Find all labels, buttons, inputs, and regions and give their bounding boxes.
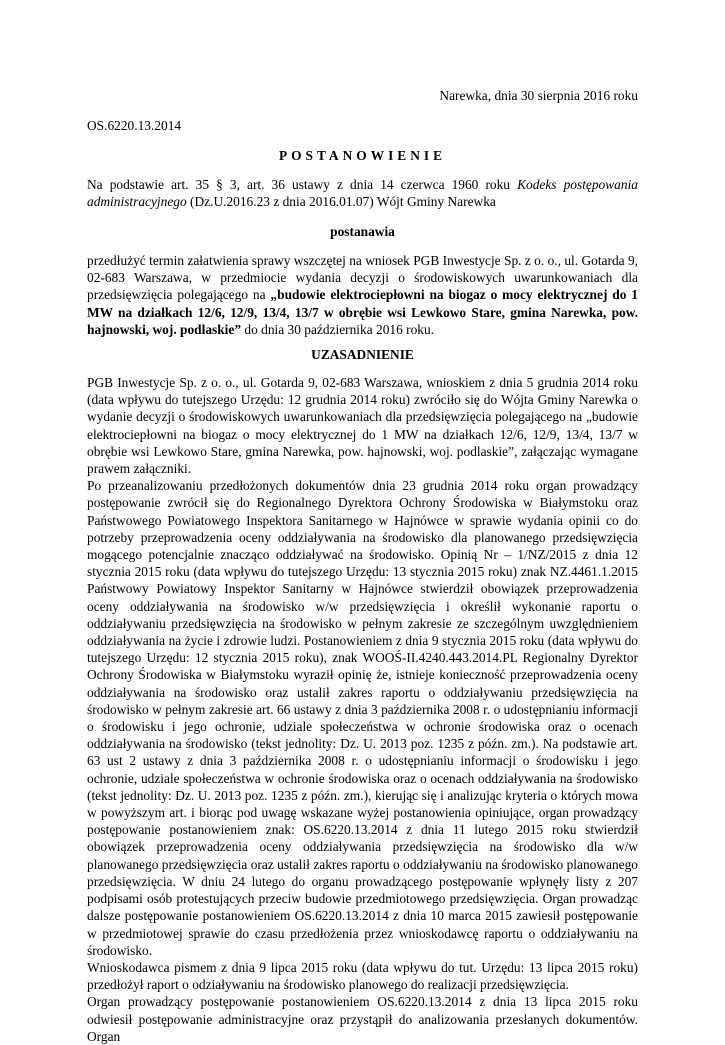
place-and-date: Narewka, dnia 30 sierpnia 2016 roku <box>439 88 638 103</box>
justification-paragraph: Wnioskodawca pismem z dnia 9 lipca 2015 roku (data wpływu do tut. Urzędu: 13 lipca 2015 roku) przedłożył raport o odziaływaniu na środowisko planowego do realizacji przedsięwzięcia. <box>87 959 638 993</box>
justification-heading: UZASADNIENIE <box>311 347 414 362</box>
decision-text-a: przedłużyć termin załatwienia sprawy wszczętej na wniosek PGB Inwestycje Sp. z o. o., ul. Gotarda 9, 02-683 Warszawa, w przedmiocie wydania decyzji o środowiskowych uwarunkowaniach dla przedsięwzięcia polegającego na <box>87 253 638 303</box>
decision-text-b: do dnia 30 października 2016 roku. <box>241 321 435 337</box>
justification-body <box>87 374 638 1045</box>
intro-code-title: Kodeks postępowania administracyjnego <box>87 177 638 210</box>
decision-paragraph <box>87 252 638 338</box>
justification-paragraph: Po przeanalizowaniu przedłożonych dokumentów dnia 23 grudnia 2014 roku organ prowadzący postępowanie zwrócił się do Regionalnego Dyrektora Ochrony Środowiska w Białymstoku oraz Państwowego Powiatowego Inspektora Sanitarnego w Hajnówce w sprawie wydania opinii co do potrzeby przeprowadzenia oceny oddziaływania na środowisko dla planowanego przedsięwzięcia mogącego potencjalnie znacząco oddziaływać na środowisko. Opinią Nr – 1/NZ/2015 z dnia 12 stycznia 2015 roku (data wpływu do tutejszego Urzędu: 13 stycznia 2015 roku) znak NZ.4461.1.2015 Państwowy Powiatowy Inspektor Sanitarny w Hajnówce stwierdził obowiązek przeprowadzenia oceny oddziaływania na środowisko w/w przedsięwzięcia i określił wykonanie raportu o oddziaływaniu przedsięwzięcia na środowisko w pełnym zakresie ze szczególnym uwzględnieniem oddziaływania na życie i zdrowie ludzi. Postanowieniem z dnia 9 stycznia 2015 roku (data wpływu do tutejszego Urzędu: 12 stycznia 2015 roku), znak WOOŚ-II.4240.443.2014.PL Regionalny Dyrektor Ochrony Środowiska w Białymstoku wyraził opinię że, istnieje konieczność przeprowadzenia oceny oddziaływania na środowisko oraz ustalił zakres raportu o oddziaływaniu przedsięwzięcia na środowisko w pełnym zakresie art. 66 ustawy z dnia 3 października 2008 r. o udostępnianiu informacji o środowisku i jego ochronie, udziale społeczeństwa w ochronie środowiska oraz o ocenach oddziaływania na środowisko (tekst jednolity: Dz. U. 2013 poz. 1235 z późn. zm.). Na podstawie art. 63 ust 2 ustawy z dnia 3 października 2008 r. o udostępnianiu informacji o środowisku i jego ochronie, udziale społeczeństwa w ochronie środowiska oraz o ocenach oddziaływania na środowisko (tekst jednolity: Dz. U. 2013 poz. 1235 z późn. zm.), kierując się i analizując kryteria o których mowa w powyższym art. i biorąc pod uwagę wskazane wyżej postanowienia opiniujące, organ prowadzący postępowanie postanowieniem znak: OS.6220.13.2014 z dnia 11 lutego 2015 roku stwierdził obowiązek przeprowadzenia oceny oddziaływania przedsięwzięcia na środowisko dla w/w planowanego przedsięwzięcia oraz ustalił zakres raportu o oddziaływaniu na środowisko planowanego przedsięwzięcia. W dniu 24 lutego do organu prowadzącego postępowanie wpłynęły listy z 207 podpisami osób protestujących przeciw budowie przedmiotowego przedsięwzięcia. Organ prowadząc dalsze postępowanie postanowieniem OS.6220.13.2014 z dnia 10 marca 2015 zawiesił postępowanie w przedmiotowej sprawie do czasu przedłożenia przez wnioskodawcę raportu o oddziaływaniu na środowisko. <box>87 478 638 958</box>
decision-project-name: „budowie elektrociepłowni na biogaz o mocy elektrycznej do 1 MW na działkach 12/6, 12/9, 13/4, 13/7 w obrębie wsi Lewkowo Stare, gmina Narewka, pow. hajnowski, woj. podlaskie” <box>87 287 638 337</box>
case-number: OS.6220.13.2014 <box>87 118 182 133</box>
justification-paragraph: PGB Inwestycje Sp. z o. o., ul. Gotarda 9, 02-683 Warszawa, wnioskiem z dnia 5 grudnia 2014 roku (data wpływu do tutejszego Urzędu: 12 grudnia 2014 roku) zwróciło się do Wójta Gminy Narewka o wydanie decyzji o środowiskowych uwarunkowaniach dla przedsięwzięcia polegającego na „budowie elektrociepłowni na biogaz o mocy elektrycznej do 1 MW na działkach 12/6, 12/9, 13/4, 13/7 w obrębie wsi Lewkowo Stare, gmina Narewka, pow. hajnowski, woj. podlaskie”, załączając wymagane prawem załączniki. <box>87 375 638 477</box>
decides-heading: postanawia <box>330 224 395 239</box>
justification-paragraph: Organ prowadzący postępowanie postanowieniem OS.6220.13.2014 z dnia 13 lipca 2015 roku odwiesił postępowanie administracyjne oraz przystąpił do analizowania przesłanych dokumentów. Organ <box>87 994 638 1044</box>
intro-paragraph <box>87 176 638 210</box>
intro-text-b: (Dz.U.2016.23 z dnia 2016.01.07) Wójt Gminy Narewka <box>186 194 496 210</box>
intro-text-a: Na podstawie art. 35 § 3, art. 36 ustawy z dnia 14 czerwca 1960 roku <box>87 177 518 192</box>
document-title: POSTANOWIENIE <box>278 148 447 163</box>
